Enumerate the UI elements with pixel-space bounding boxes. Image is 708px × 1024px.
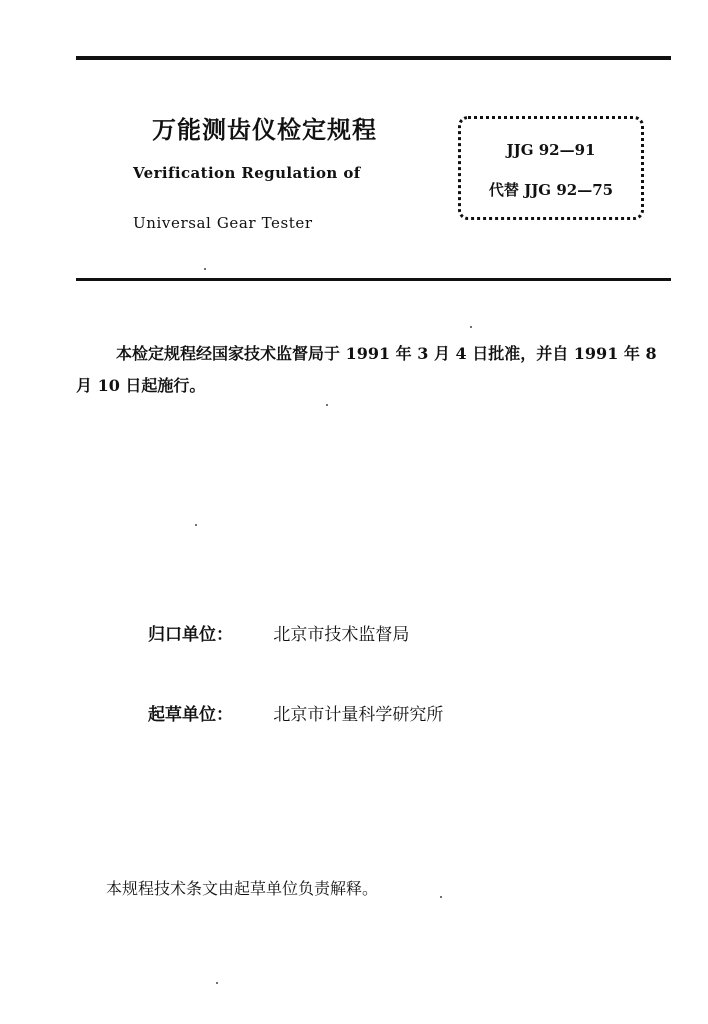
code-stamp-box (458, 116, 644, 220)
responsible-unit-label: 归口单位： (148, 625, 233, 645)
document-title: 万能测齿仪检定规程 (152, 116, 377, 144)
scan-speck (204, 268, 206, 270)
drafting-unit-row (148, 700, 443, 725)
scan-speck (326, 404, 328, 406)
scan-speck (440, 896, 442, 898)
scan-speck (195, 524, 197, 526)
approval-paragraph: 本检定规程经国家技术监督局于 1991 年 3 月 4 日批准，并自 1991 年 8 月 10 日起施行。 (76, 344, 657, 395)
responsible-unit-row (148, 620, 409, 645)
interpretation-note: 本规程技术条文由起草单位负责解释。 (106, 879, 379, 898)
english-title-line-2: Universal Gear Tester (133, 214, 313, 232)
drafting-unit-value: 北京市计量科学研究所 (273, 705, 444, 725)
responsible-unit-value: 北京市技术监督局 (273, 625, 410, 645)
scan-speck (470, 326, 472, 328)
replaced-standard: 代替 JJG 92—75 (488, 181, 614, 199)
top-rule (76, 56, 671, 60)
standard-code: JJG 92—91 (506, 141, 596, 159)
drafting-unit-label: 起草单位： (148, 705, 233, 725)
english-title-line-1: Verification Regulation of (133, 164, 361, 182)
scan-speck (216, 982, 218, 984)
bottom-rule (76, 278, 671, 281)
